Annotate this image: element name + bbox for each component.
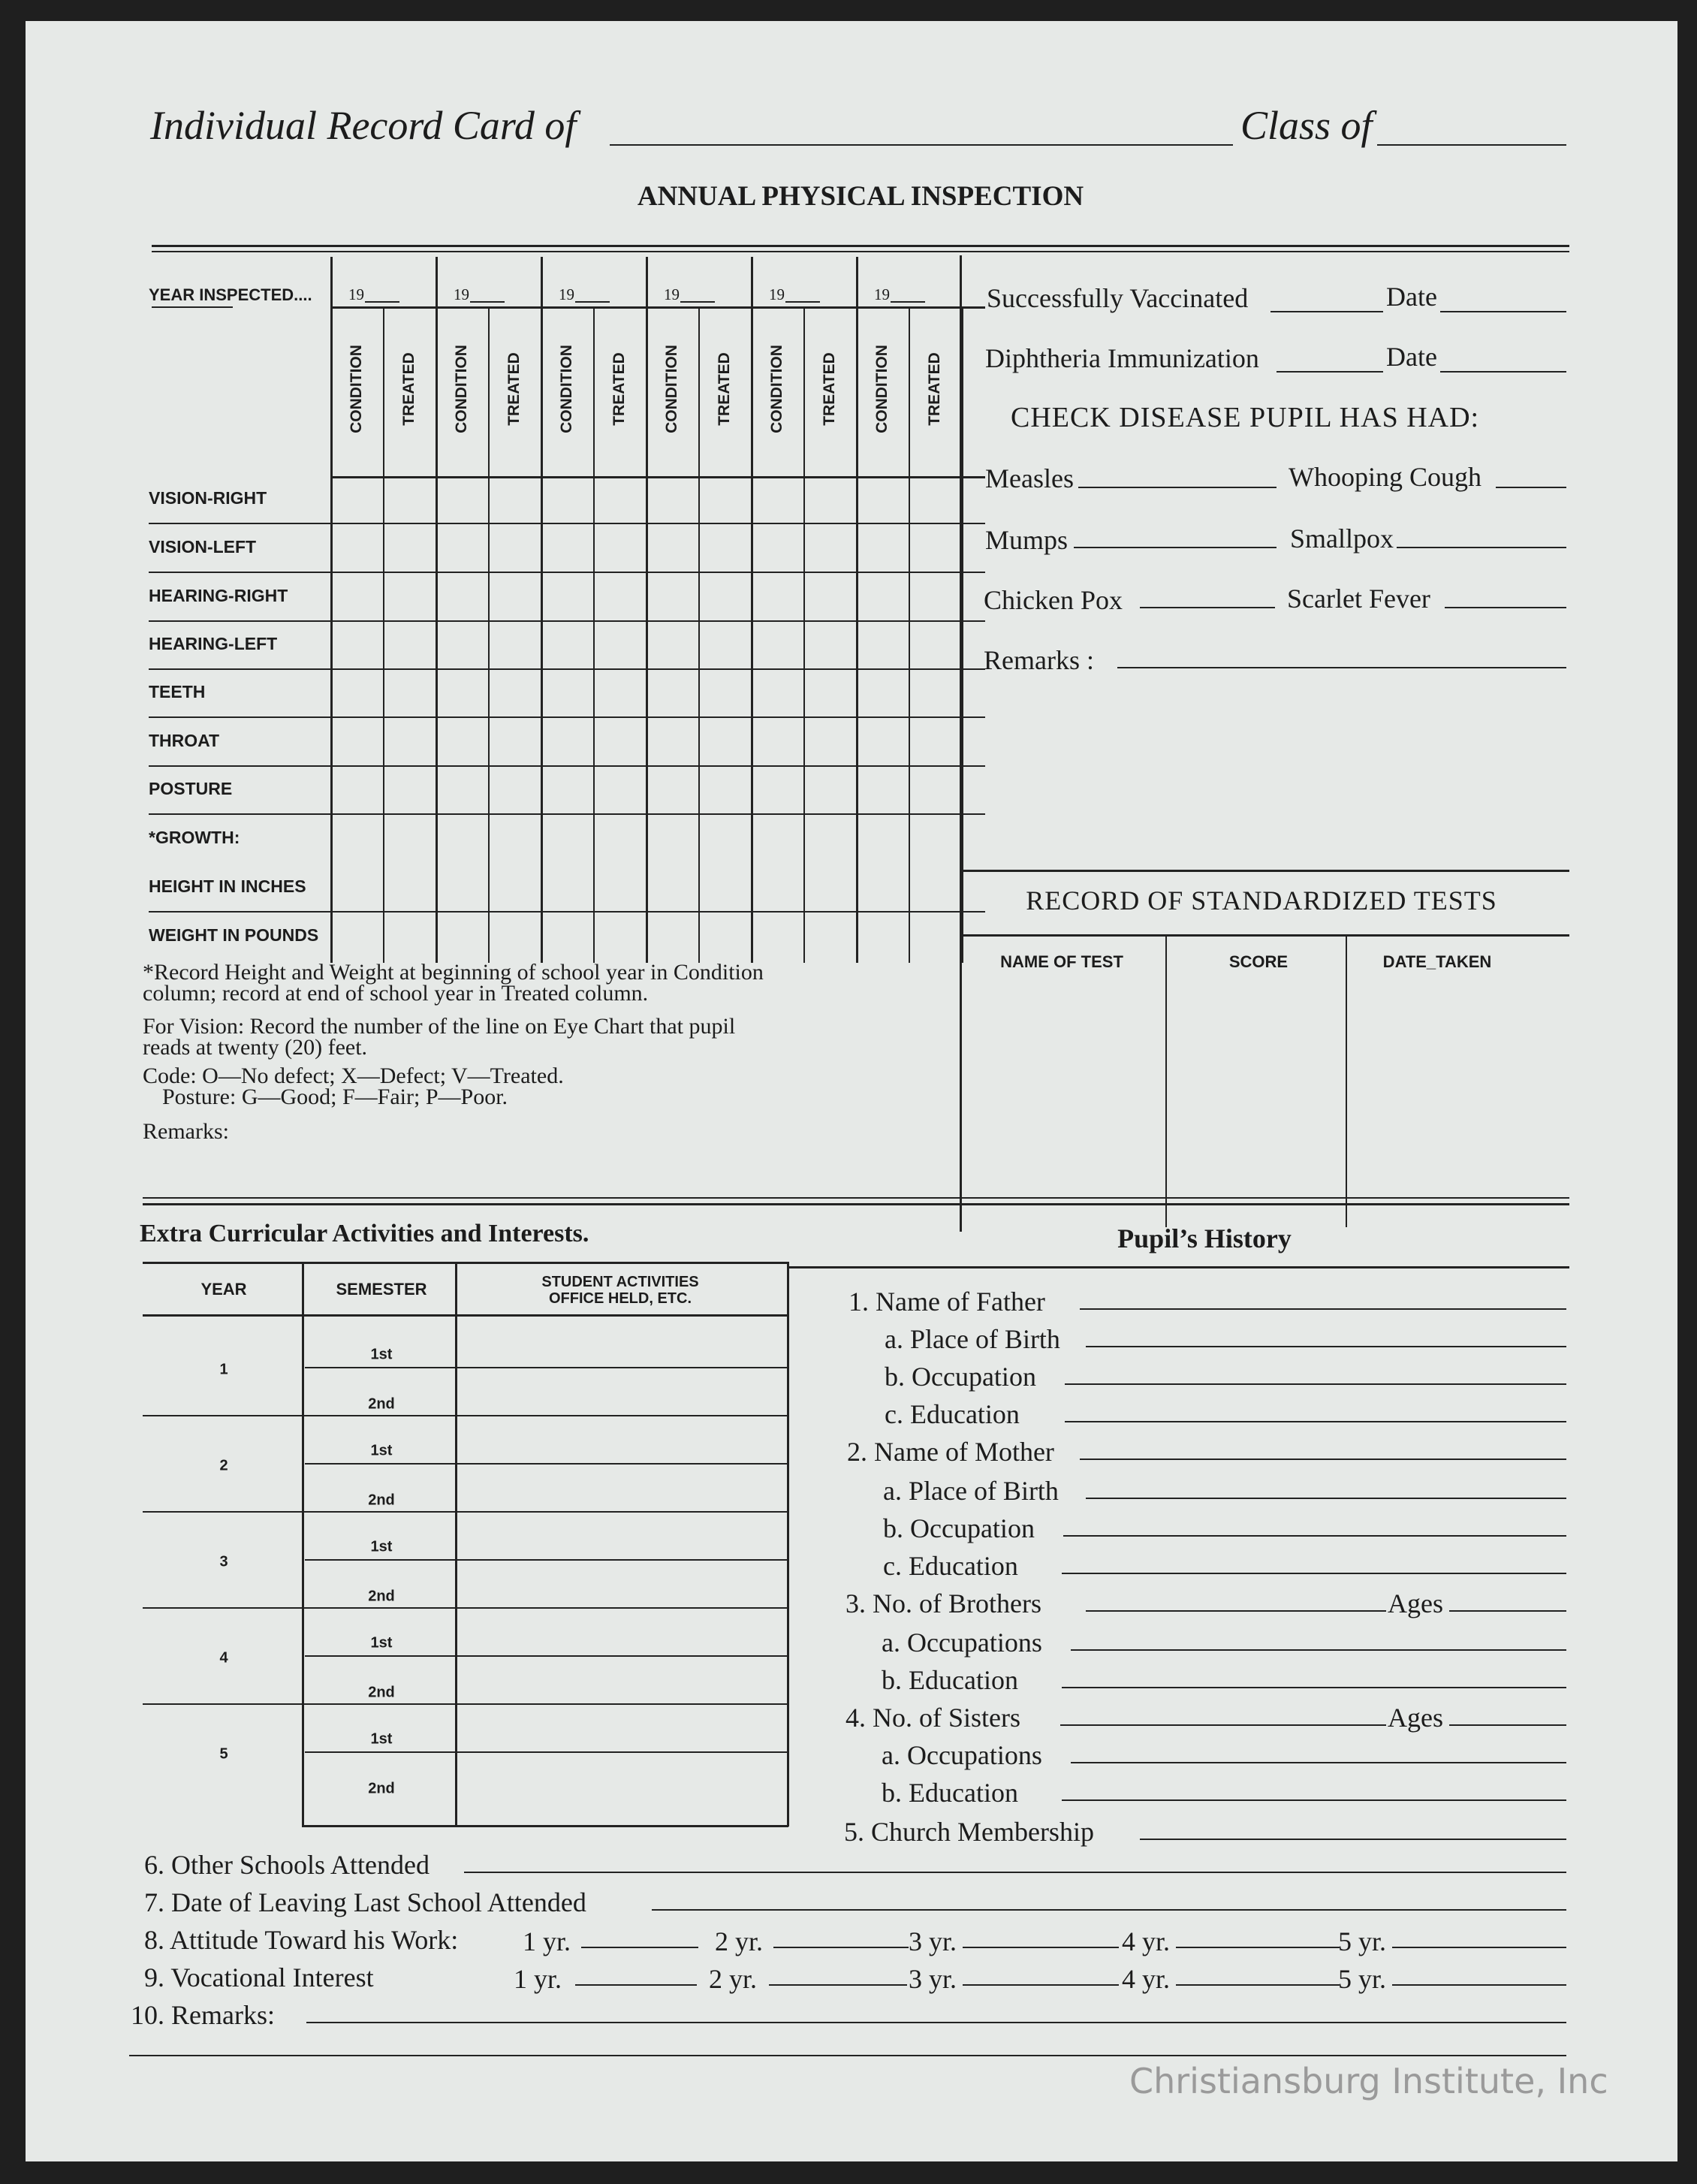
father-education-blank[interactable] [1065,1421,1566,1422]
mother-birth-blank[interactable] [1086,1498,1566,1499]
church-membership-blank[interactable] [1140,1839,1566,1840]
grid-col-line [751,257,753,963]
vocational-label: 9. Vocational Interest [144,1962,374,1992]
activity-row-line [305,1463,787,1465]
activities-col-line [302,1262,304,1827]
activity-semester-2nd: 2nd [368,1780,395,1797]
attitude-year-5-blank[interactable] [1392,1947,1566,1948]
treated-header: TREATED [716,352,733,426]
name-blank-line[interactable] [610,144,1233,146]
class-of-label: Class of [1240,103,1373,148]
vocational-year-3: 3 yr. [909,1964,957,1994]
activities-col-student-line-2: OFFICE HELD, ETC. [549,1290,692,1307]
activity-year-line [143,1607,787,1609]
brothers-education-label: b. Education [882,1665,1018,1695]
mother-education-blank[interactable] [1062,1573,1566,1574]
disease-measles: Measles [985,463,1074,493]
condition-header: CONDITION [663,345,680,433]
father-birth-label: a. Place of Birth [885,1324,1060,1354]
vocational-year-4: 4 yr. [1122,1964,1171,1994]
smallpox-blank[interactable] [1397,547,1566,548]
activity-year-line [143,1415,787,1416]
treated-header: TREATED [505,352,523,426]
activities-bottom-rule [302,1825,788,1827]
mother-birth-label: a. Place of Birth [883,1476,1059,1506]
middle-double-rule-2 [143,1203,1569,1205]
church-membership-label: 5. Church Membership [844,1817,1094,1847]
immunization-remarks-blank[interactable] [1117,667,1566,668]
activity-row-line [305,1367,787,1368]
grid-row-line [149,765,985,767]
year-prefix: 19 [454,285,469,303]
tests-top-rule [961,870,1569,872]
grid-subcol-line [909,308,910,963]
grid-subcol-line [593,308,595,963]
tests-col-line [1346,936,1347,1227]
tests-col-score: SCORE [1228,952,1289,971]
vocational-year-1-blank[interactable] [575,1984,697,1986]
father-name-label: 1. Name of Father [848,1287,1045,1317]
father-birth-blank[interactable] [1086,1346,1566,1347]
section-divider-line [960,255,962,1232]
activity-year-4: 4 [219,1649,228,1667]
class-blank-line[interactable] [1377,144,1566,146]
bottom-remarks-label: 10. Remarks: [131,2000,275,2030]
year-prefix: 19 [664,285,680,303]
vocational-year-2: 2 yr. [709,1964,758,1994]
father-occupation-label: b. Occupation [885,1362,1036,1392]
posture-code-note: Posture: G—Good; F—Fair; P—Poor. [162,1084,508,1109]
activities-col-line [455,1262,457,1827]
activity-row-line [305,1655,787,1657]
sisters-education-blank[interactable] [1062,1799,1566,1801]
condition-header: CONDITION [873,345,891,433]
activity-year-3: 3 [219,1553,228,1570]
grid-row-line [149,668,985,670]
tests-col-date: DATE_TAKEN [1382,952,1492,971]
activity-semester-2nd: 2nd [368,1684,395,1701]
standardized-tests-title: RECORD OF STANDARDIZED TESTS [1026,885,1497,916]
grid-row-line [149,523,985,524]
attitude-year-1: 1 yr. [523,1926,571,1956]
year-blank[interactable] [785,301,820,303]
activities-col-line [787,1262,789,1827]
attitude-year-5: 5 yr. [1338,1926,1387,1956]
brothers-ages-label: Ages [1388,1588,1443,1618]
year-blank[interactable] [891,301,925,303]
sisters-ages-label: Ages [1388,1703,1443,1733]
brothers-blank[interactable] [1086,1610,1386,1612]
activity-year-line [143,1511,787,1513]
activities-title: Extra Curricular Activities and Interests. [140,1220,589,1247]
disease-whooping-cough: Whooping Cough [1289,462,1481,492]
bottom-remarks-blank[interactable] [306,2022,1566,2023]
activities-col-student-line-1: STUDENT ACTIVITIES [541,1274,699,1290]
disease-smallpox: Smallpox [1290,523,1394,554]
check-disease-heading: CHECK DISEASE PUPIL HAS HAD: [1011,402,1480,433]
activity-semester-2nd: 2nd [368,1492,395,1509]
record-card-title: Individual Record Card of [150,103,577,148]
year-blank[interactable] [365,301,399,303]
sisters-blank[interactable] [1060,1724,1386,1726]
attitude-label: 8. Attitude Toward his Work: [144,1925,459,1955]
activity-semester-1st: 1st [370,1442,393,1459]
diphtheria-blank[interactable] [1277,371,1383,373]
disease-scarlet-fever: Scarlet Fever [1287,584,1430,614]
activity-semester-1st: 1st [370,1346,393,1363]
grid-subcol-line [803,308,805,963]
history-title: Pupil’s History [1117,1223,1292,1253]
row-label-throat: THROAT [149,731,220,750]
sisters-occupations-label: a. Occupations [882,1740,1042,1770]
year-prefix: 19 [874,285,890,303]
sisters-occupations-blank[interactable] [1071,1762,1566,1763]
brothers-label: 3. No. of Brothers [845,1588,1041,1618]
vocational-year-5-blank[interactable] [1392,1984,1566,1986]
activity-year-line [143,1703,787,1705]
brothers-education-blank[interactable] [1062,1687,1566,1688]
page-heading: ANNUAL PHYSICAL INSPECTION [637,181,1084,212]
row-label-height: HEIGHT IN INCHES [149,876,306,896]
chicken-pox-blank[interactable] [1140,607,1275,608]
year-inspected-label: YEAR INSPECTED.... [149,285,312,304]
activities-top-rule [143,1262,788,1264]
measles-blank[interactable] [1078,487,1277,488]
year-prefix: 19 [348,285,364,303]
activities-col-student [541,1274,698,1307]
vaccinated-label: Successfully Vaccinated [987,283,1249,313]
mother-occupation-blank[interactable] [1063,1535,1566,1537]
attitude-year-3-blank[interactable] [963,1947,1119,1948]
tests-col-name: NAME OF TEST [1000,952,1123,971]
row-label-vision-right: VISION-RIGHT [149,488,267,508]
grid-row-line [149,572,985,573]
whooping-cough-blank[interactable] [1496,487,1566,488]
sisters-education-label: b. Education [882,1778,1018,1808]
diphtheria-date-blank[interactable] [1440,371,1566,373]
vaccinated-blank[interactable] [1270,311,1383,312]
code-note: Code: O—No defect; X—Defect; V—Treated. [143,1063,564,1088]
grid-col-line [436,257,438,963]
record-card-page [26,21,1677,2161]
vision-note-line-2: reads at twenty (20) feet. [143,1035,368,1060]
grid-row-line [149,716,985,718]
vocational-year-3-blank[interactable] [963,1984,1119,1986]
date-leaving-blank[interactable] [652,1909,1566,1911]
year-prefix: 19 [769,285,785,303]
mother-name-blank[interactable] [1080,1459,1566,1460]
year-blank[interactable] [680,301,715,303]
activities-header-rule [143,1314,788,1317]
row-label-weight: WEIGHT IN POUNDS [149,925,319,945]
vision-note-line-1: For Vision: Record the number of the line on Eye Chart that pupil [143,1014,736,1039]
vocational-year-4-blank[interactable] [1176,1984,1340,1986]
condition-header: CONDITION [768,345,785,433]
other-schools-label: 6. Other Schools Attended [144,1850,430,1880]
grid-row-line [149,620,985,622]
attitude-year-4-blank[interactable] [1176,1947,1340,1948]
brothers-occupations-label: a. Occupations [882,1627,1042,1658]
sisters-ages-blank[interactable] [1449,1724,1566,1726]
attitude-year-4: 4 yr. [1122,1926,1171,1956]
vaccinated-date-blank[interactable] [1440,311,1566,312]
immunization-remarks-label: Remarks : [984,645,1094,675]
condition-header: CONDITION [558,345,575,433]
condition-header: CONDITION [348,345,365,433]
father-occupation-blank[interactable] [1065,1383,1566,1385]
grid-subcol-line [488,308,490,963]
row-label-teeth: TEETH [149,682,206,701]
growth-note-line-2: column; record at end of school year in Treated column. [143,981,649,1006]
grid-remarks-label: Remarks: [143,1119,229,1144]
top-double-rule-2 [152,251,1569,252]
activities-col-semester: SEMESTER [336,1280,427,1299]
activity-row-line [305,1559,787,1561]
activity-semester-2nd: 2nd [368,1588,395,1605]
tests-col-line [1165,936,1167,1227]
row-label-hearing-right: HEARING-RIGHT [149,586,288,605]
growth-note-line-1: *Record Height and Weight at beginning of school year in Condition [143,960,764,985]
father-education-label: c. Education [885,1399,1020,1429]
other-schools-blank[interactable] [464,1872,1566,1873]
mother-education-label: c. Education [883,1551,1018,1581]
grid-rule [330,476,985,478]
brothers-ages-blank[interactable] [1449,1610,1566,1612]
attitude-year-3: 3 yr. [909,1926,957,1956]
brothers-occupations-blank[interactable] [1071,1649,1566,1651]
condition-header: CONDITION [453,345,470,433]
father-name-blank[interactable] [1080,1308,1566,1310]
activity-year-1: 1 [219,1361,228,1378]
treated-header: TREATED [821,352,838,426]
grid-col-line [541,257,543,963]
mother-name-label: 2. Name of Mother [847,1437,1054,1467]
row-label-hearing-left: HEARING-LEFT [149,634,278,653]
diphtheria-date-label: Date [1386,342,1437,372]
disease-chicken-pox: Chicken Pox [984,585,1123,615]
treated-header: TREATED [610,352,628,426]
mother-occupation-label: b. Occupation [883,1513,1035,1543]
activity-row-line [305,1751,787,1753]
grid-row-line [149,813,985,815]
grid-col-line [646,257,648,963]
activity-semester-1st: 1st [370,1730,393,1748]
vocational-year-5: 5 yr. [1338,1964,1387,1994]
mumps-blank[interactable] [1074,547,1277,548]
middle-double-rule [143,1197,1569,1199]
grid-col-line [330,257,333,963]
grid-row-line [149,911,985,913]
grid-subcol-line [698,308,700,963]
activities-col-year: YEAR [200,1280,247,1299]
year-blank[interactable] [575,301,610,303]
row-label-posture: POSTURE [149,779,233,798]
history-top-rule [788,1266,1569,1268]
grid-rule [152,306,233,308]
scarlet-fever-blank[interactable] [1445,607,1566,608]
grid-col-line [856,257,858,963]
top-double-rule [152,245,1569,247]
date-leaving-label: 7. Date of Leaving Last School Attended [144,1887,586,1917]
treated-header: TREATED [926,352,943,426]
activity-year-2: 2 [219,1457,228,1474]
watermark-text: Christiansburg Institute, Inc [1129,2061,1608,2101]
vocational-year-1: 1 yr. [514,1964,562,1994]
tests-header-rule [961,934,1569,937]
attitude-year-2-blank[interactable] [773,1947,909,1948]
vocational-year-2-blank[interactable] [769,1984,907,1986]
row-label-growth: *GROWTH: [149,828,240,847]
activity-semester-2nd: 2nd [368,1395,395,1413]
attitude-year-2: 2 yr. [715,1926,764,1956]
disease-mumps: Mumps [985,525,1069,555]
grid-subcol-line [383,308,384,963]
activity-semester-1st: 1st [370,1634,393,1652]
year-prefix: 19 [559,285,574,303]
sisters-label: 4. No. of Sisters [845,1703,1020,1733]
treated-header: TREATED [400,352,417,426]
activity-year-5: 5 [219,1745,228,1763]
diphtheria-label: Diphtheria Immunization [985,343,1259,373]
activity-semester-1st: 1st [370,1538,393,1555]
row-label-vision-left: VISION-LEFT [149,537,257,557]
year-blank[interactable] [470,301,505,303]
vaccinated-date-label: Date [1386,282,1437,312]
attitude-year-1-blank[interactable] [581,1947,698,1948]
grid-rule [330,306,985,309]
bottom-rule [129,2055,1566,2056]
